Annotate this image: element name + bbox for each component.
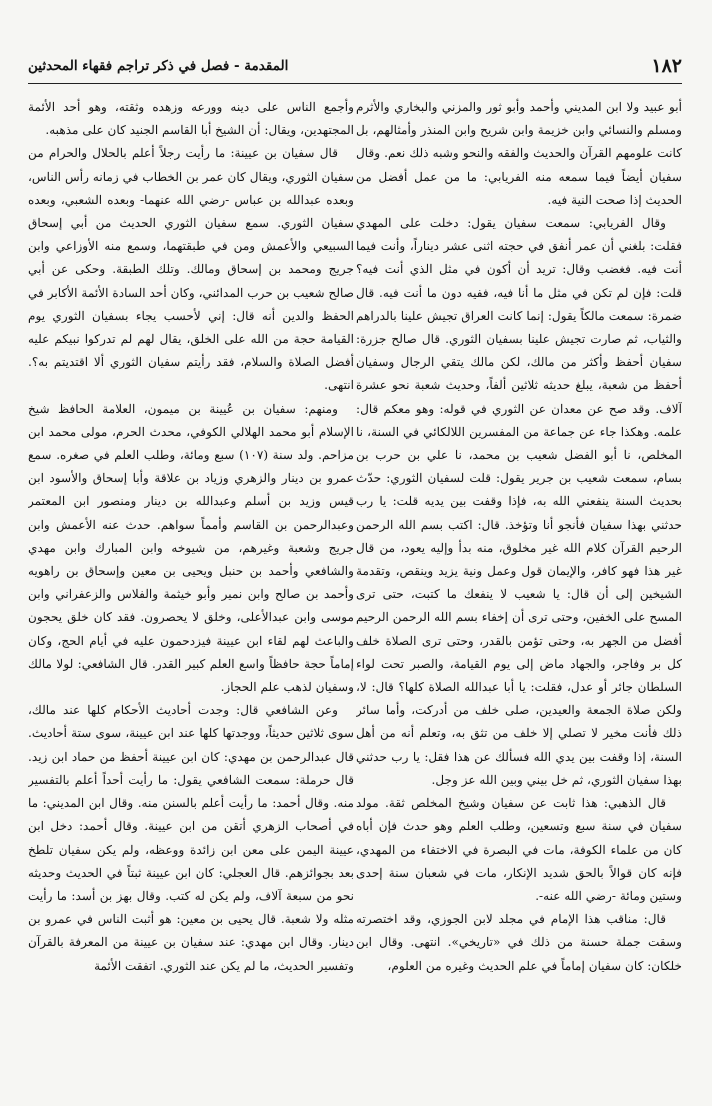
paragraph: أبو عبيد ولا ابن المديني وأحمد وأبو ثور والمزني والبخاري والأثرم ومسلم والنسائي وابن خزيمة وابن شريح وابن المنذر وأمثالهم، بل كانت علومهم القرآن والحديث والفقه والنحو وشبه ذلك نعم. وقال سفيان أيضاً فيما سمعه منه الفريابي: ما من عمل أفضل من الحديث إذا صحت النية فيه. <box>356 100 682 207</box>
paragraph: قال الذهبي: هذا ثابت عن سفيان وشيخ المخلص ثقة. مولد سفيان في سنة سبع وتسعين، وطلب العلم وهو حدث فإن أباه كان من علماء الكوفة، مات في البصرة في الاختفاء من المهدي، فإنه كان قوالاً بالحق شديد الإنكار، مات في شعبان سنة إحدى وستين ومائة -رضي الله عنه-. <box>356 796 682 903</box>
paragraph: وأجمع الناس على دينه وورعه وزهده وثقته، وهو أحد الأئمة المجتهدين، ويقال: أن الشيخ أبا القاسم الجنيد كان على مذهبه. <box>28 100 354 138</box>
paragraph: قال سفيان بن عيينة: ما رأيت رجلاً أعلم بالحلال والحرام من سفيان الثوري، ويقال كان عمر بن الخطاب في زمانه رأس الناس، وبعده عبدالله بن عباس -رضي الله عنهما- وبعده الشعبي، وبعده سفيان الثوري. سمع سفيان الثوري الحديث من أبي إسحاق السبيعي والأعمش ومن في طبقتهما، وسمع منه الأوزاعي وابن جريج ومحمد بن إسحاق ومالك. وتلك الطبقة. وحكى عن أبي صالح شعيب بن حرب المدائني، وكان أحد السادة الأئمة الأكابر في الحفظ والدين أنه قال: إني لأحسب يجاء بسفيان الثوري يوم القيامة حجة من الله على الخلق، يقال لهم لم تدركوا نبيكم عليه أفضل الصلاة والسلام، فقد رأيتم سفيان الثوري ألا اقتديتم به؟. انتهى. <box>28 146 354 393</box>
right-column <box>356 96 682 1092</box>
page-number: ١٨٢ <box>651 55 682 77</box>
running-title: المقدمة - فصل في ذكر تراجم فقهاء المحدثين <box>28 58 289 74</box>
paragraph: وعن الشافعي قال: وجدت أحاديث الأحكام كلها عند مالك، سوى ثلاثين حديثاً، ووجدتها كلها عند ابن عيينة، سوى ستة أحاديث. قال عبدالرحمن بن مهدي: كان ابن عيينة أحفظ من حماد ابن زيد. قال حرملة: سمعت الشافعي يقول: ما رأيت أحداً أعلم بالتفسير منه. وقال أحمد: ما رأيت أعلم بالسنن منه. وقال ابن المديني: ما في أصحاب الزهري أتقن من ابن عيينة. وقال أحمد: دخل ابن عيينة اليمن على معن ابن زائدة ووعظه، ولم يكن سفيان تلطخ بعد بجوائزهم. قال العجلي: كان ابن عيينة ثبتاً في الحديث وحديثه نحو من سبعة آلاف، ولم يكن له كتب. وقال بهز بن أسد: ما رأيت مثله ولا شعبة. قال يحيى بن معين: هو أثبت الناس في عمرو بن دينار. وقال ابن مهدي: عند سفيان بن عيينة من المعرفة بالقرآن وتفسير الحديث، ما لم يكن عند الثوري. اتفقت الأئمة <box>28 703 354 973</box>
page-header <box>28 52 682 80</box>
paragraph: وقال الفريابي: سمعت سفيان يقول: دخلت على المهدي فقلت: بلغني أن عمر أنفق في حجته اثنى عشر ديناراً، وأنت فيما أنت فيه. فغضب وقال: تريد أن أكون في مثل الذي أنت فيه؟ قلت: فإن لم تكن في مثل ما أنا فيه، ففيه دون ما أنت فيه. قال ضمرة: سمعت مالكاً يقول: إنما كانت العراق تجيش علينا بالدراهم والثياب، ثم صارت تجيش علينا بسفيان الثوري. قال صالح جزرة: سفيان أحفظ وأكثر من مالك، لكن مالك يتقي الرجال وسفيان أحفظ من شعبة، يبلغ حديثه ثلاثين ألفاً، وحديث شعبة نحو عشرة آلاف. وقد صح عن معدان عن الثوري في قوله: وهو معكم قال: علمه. وهكذا جاء عن جماعة من المفسرين اللالكائي في السنة، نا المخلص، نا أبو الفضل شعيب بن محمد، نا علي بن حرب بن بسام، سمعت شعيب بن جرير يقول: قلت لسفيان الثوري: حدّث بحديث السنة ينفعني الله به، فإذا وقفت بين يديه قلت: يا رب حدثني بهذا سفيان فأنجو أنا وتؤخذ. قال: اكتب بسم الله الرحمن الرحيم القرآن كلام الله غير مخلوق، منه بدأ وإليه يعود، من قال غير هذا فهو كافر، والإيمان قول وعمل ونية يزيد وينقص، وتقدمة الشيخين إلى أن قال: يا شعيب لا ينفعك ما كتبت، حتى ترى المسح على الخفين، وحتى ترى أن إخفاء بسم الله الرحمن الرحيم أفضل من الجهر به، وحتى تؤمن بالقدر، وحتى ترى الصلاة خلف كل بر وفاجر، والجهاد ماض إلى يوم القيامة، والصبر تحت لواء السلطان جائر أو عدل، فقلت: يا أبا عبدالله الصلاة كلها؟ قال: لا، ولكن صلاة الجمعة والعيدين، صلى خلف من أدركت، وأما سائر ذلك فأنت مخير لا تصلي إلا خلف من تثق به، وتعلم أنه من أهل السنة، إذا وقفت بين يدي الله فسألك عن هذا فقل: يا رب حدثني بهذا سفيان الثوري، ثم خل بيني وبين الله عز وجل. <box>356 216 682 787</box>
paragraph: قال: مناقب هذا الإمام في مجلد لابن الجوزي، وقد اختصرته وسقت جملة حسنة من ذلك في «تاريخي». انتهى. وقال ابن خلكان: كان سفيان إماماً في علم الحديث وغيره من العلوم، <box>356 912 682 973</box>
header-rule <box>28 83 682 84</box>
left-column <box>28 96 354 1092</box>
paragraph: ومنهم: سفيان بن عُيينة بن ميمون، العلامة الحافظ شيخ الإسلام أبو محمد الهلالي الكوفي، محدث الحرم، مولى محمد ابن مزاحم. ولد سنة (١٠٧) سبع ومائة، وطلب العلم في صغره. سمع عمرو بن دينار والزهري وزياد بن علاقة وأبا إسحاق والأسود ابن قيس وزيد بن أسلم وعبدالله بن دينار ومنصور ابن المعتمر وعبدالرحمن بن القاسم وأمماً سواهم. حدث عنه الأعمش وابن جريج وشعبة وغيرهم، من شيوخه وابن المبارك وابن مهدي والشافعي وأحمد بن حنبل ويحيى بن معين وإسحاق بن راهويه وأحمد بن صالح وابن نمير وأبو خيثمة والفلاس والزعفراني وابن موسى وابن عبدالأعلى، وخلق لا يحصرون. فقد كان خلق يحجون والباعث لهم لقاء ابن عيينة فيزدحمون عليه في أيام الحج، وكان إماماً حجة حافظاً واسع العلم كبير القدر. قال الشافعي: لولا مالك وسفيان لذهب علم الحجاز. <box>28 401 354 695</box>
